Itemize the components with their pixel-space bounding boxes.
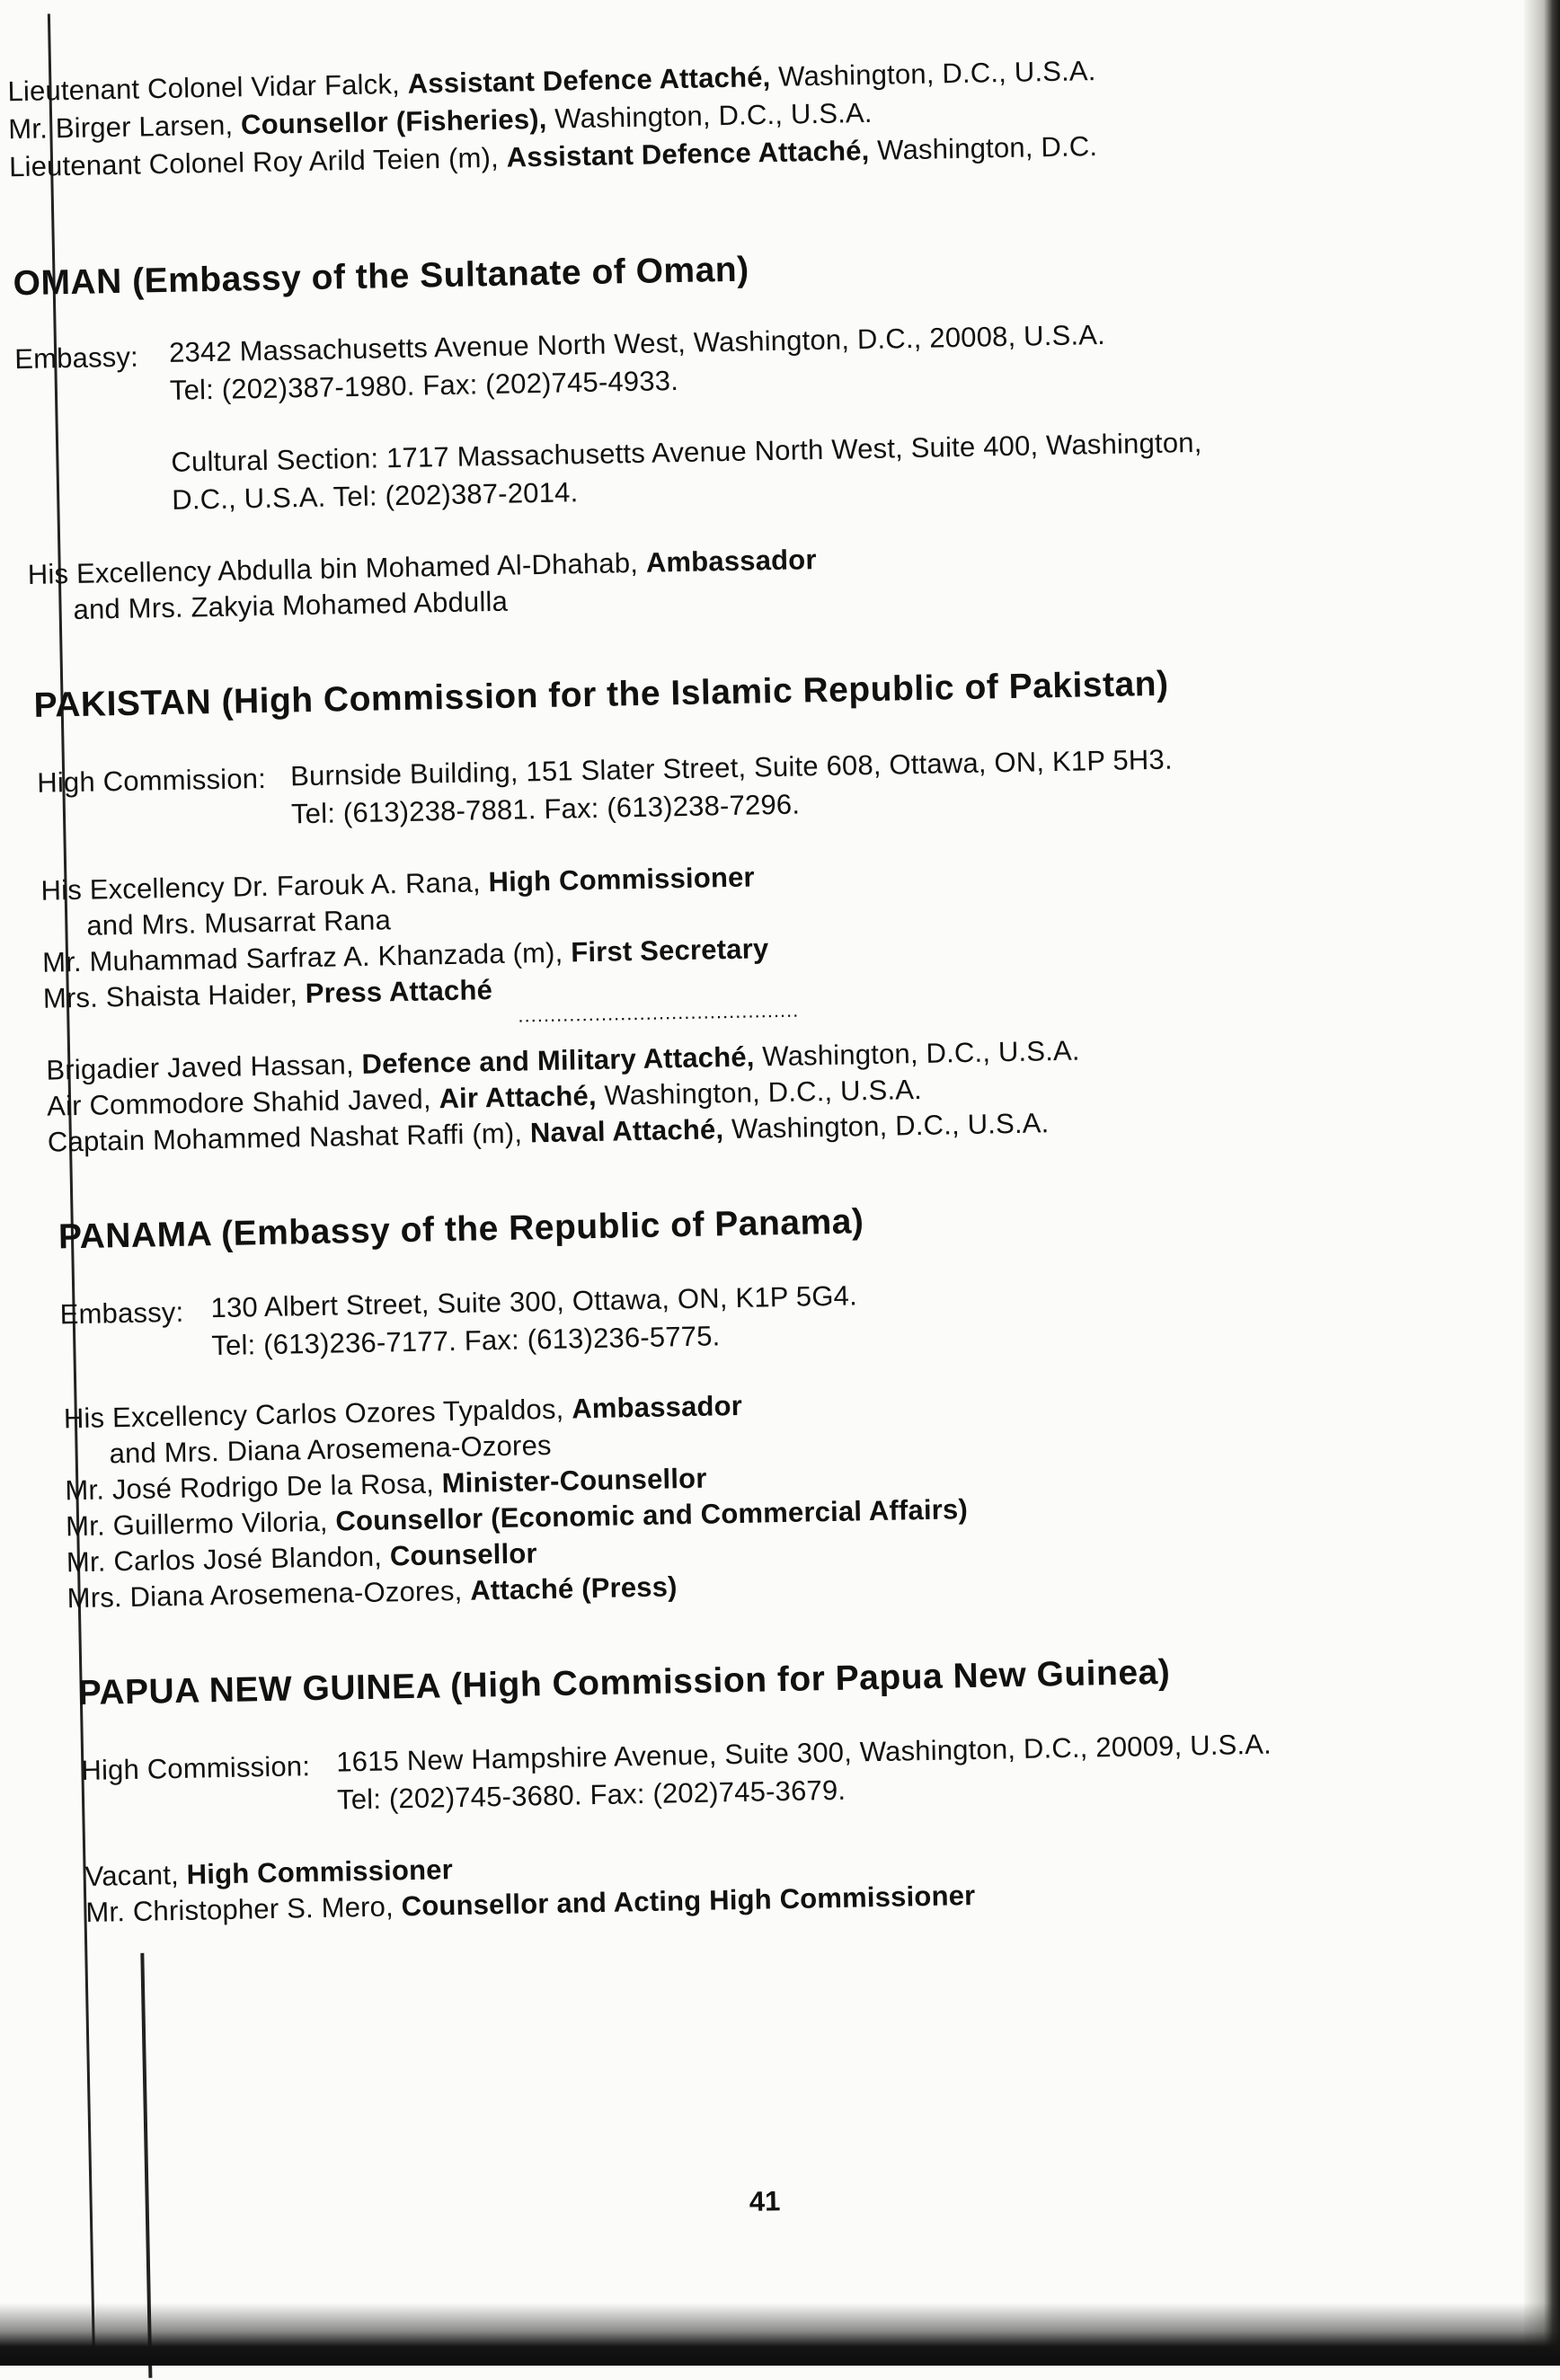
embassy-label: Embassy: bbox=[59, 1296, 184, 1331]
section-heading-oman: OMAN (Embassy of the Sultanate of Oman) bbox=[13, 250, 750, 304]
person-line: Mr. Muhammad Sarfraz A. Khanzada (m), First Secretary bbox=[41, 933, 769, 978]
section-heading-panama: PANAMA (Embassy of the Republic of Panama) bbox=[58, 1202, 864, 1257]
section-heading-png: PAPUA NEW GUINEA (High Commission for Papua New Guinea) bbox=[77, 1652, 1171, 1713]
scan-edge-shadow bbox=[1524, 0, 1560, 2366]
attache-line: Air Commodore Shahid Javed, Air Attaché, Washington, D.C., U.S.A. bbox=[46, 1073, 923, 1122]
hc-tel: Tel: (202)745-3680. Fax: (202)745-3679. bbox=[336, 1774, 846, 1816]
hc-label: High Commission: bbox=[81, 1750, 311, 1787]
hc-address: Burnside Building, 151 Slater Street, Suite 608, Ottawa, ON, K1P 5H3. bbox=[289, 743, 1174, 792]
embassy-label: Embassy: bbox=[13, 341, 139, 376]
cultural-section-cont: D.C., U.S.A. Tel: (202)387-2014. bbox=[171, 476, 579, 516]
embassy-address: 2342 Massachusetts Avenue North West, Washington, D.C., 20008, U.S.A. bbox=[168, 318, 1106, 368]
embassy-tel: Tel: (613)236-7177. Fax: (613)236-5775. bbox=[211, 1320, 721, 1362]
person-line: His Excellency Abdulla bin Mohamed Al-Dhahab, Ambassador bbox=[27, 544, 817, 590]
embassy-address: 130 Albert Street, Suite 300, Ottawa, ON, K1P 5G4. bbox=[210, 1279, 858, 1324]
cultural-section: Cultural Section: 1717 Massachusetts Avenue North West, Suite 400, Washington, bbox=[171, 426, 1202, 478]
person-line: Vacant, High Commissioner bbox=[84, 1854, 454, 1892]
person-line: and Mrs. Musarrat Rana bbox=[86, 904, 392, 942]
person-line: and Mrs. Diana Arosemena-Ozores bbox=[109, 1429, 552, 1470]
attache-line: Captain Mohammed Nashat Raffi (m), Naval Attaché, Washington, D.C., U.S.A. bbox=[47, 1107, 1050, 1158]
hc-address: 1615 New Hampshire Avenue, Suite 300, Washington, D.C., 20009, U.S.A. bbox=[335, 1728, 1272, 1778]
dotted-separator: ............................................ bbox=[518, 998, 800, 1027]
person-line: Mr. Christopher S. Mero, Counsellor and Acting High Commissioner bbox=[85, 1879, 976, 1928]
attache-line: Brigadier Javed Hassan, Defence and Military Attaché, Washington, D.C., U.S.A. bbox=[46, 1034, 1081, 1086]
hc-label: High Commission: bbox=[36, 762, 267, 799]
entry-line: Lieutenant Colonel Roy Arild Teien (m), Assistant Defence Attaché, Washington, D.C. bbox=[8, 130, 1098, 183]
entry-line: Mr. Birger Larsen, Counsellor (Fisheries), Washington, D.C., U.S.A. bbox=[7, 96, 873, 146]
person-line: Mrs. Diana Arosemena-Ozores, Attaché (Press) bbox=[66, 1570, 678, 1615]
section-heading-pakistan: PAKISTAN (High Commission for the Islamic Republic of Pakistan) bbox=[33, 664, 1169, 725]
person-line: His Excellency Dr. Farouk A. Rana, High Commissioner bbox=[40, 861, 756, 907]
hc-tel: Tel: (613)238-7881. Fax: (613)238-7296. bbox=[290, 788, 801, 830]
person-line: Mrs. Shaista Haider, Press Attaché bbox=[42, 974, 493, 1014]
person-line: and Mrs. Zakyia Mohamed Abdulla bbox=[73, 585, 509, 625]
person-line: Mr. Carlos José Blandon, Counsellor bbox=[66, 1537, 538, 1579]
person-line: Mr. Guillermo Viloria, Counsellor (Economic and Commercial Affairs) bbox=[65, 1493, 969, 1543]
person-line: His Excellency Carlos Ozores Typaldos, Ambassador bbox=[63, 1389, 743, 1435]
person-line: Mr. José Rodrigo De la Rosa, Minister-Counsellor bbox=[65, 1462, 707, 1507]
page-number: 41 bbox=[749, 2185, 781, 2217]
scan-bottom-shadow bbox=[0, 2303, 1560, 2366]
entry-line: Lieutenant Colonel Vidar Falck, Assistant Defence Attaché, Washington, D.C., U.S.A. bbox=[7, 55, 1096, 108]
embassy-tel: Tel: (202)387-1980. Fax: (202)745-4933. bbox=[169, 365, 679, 406]
